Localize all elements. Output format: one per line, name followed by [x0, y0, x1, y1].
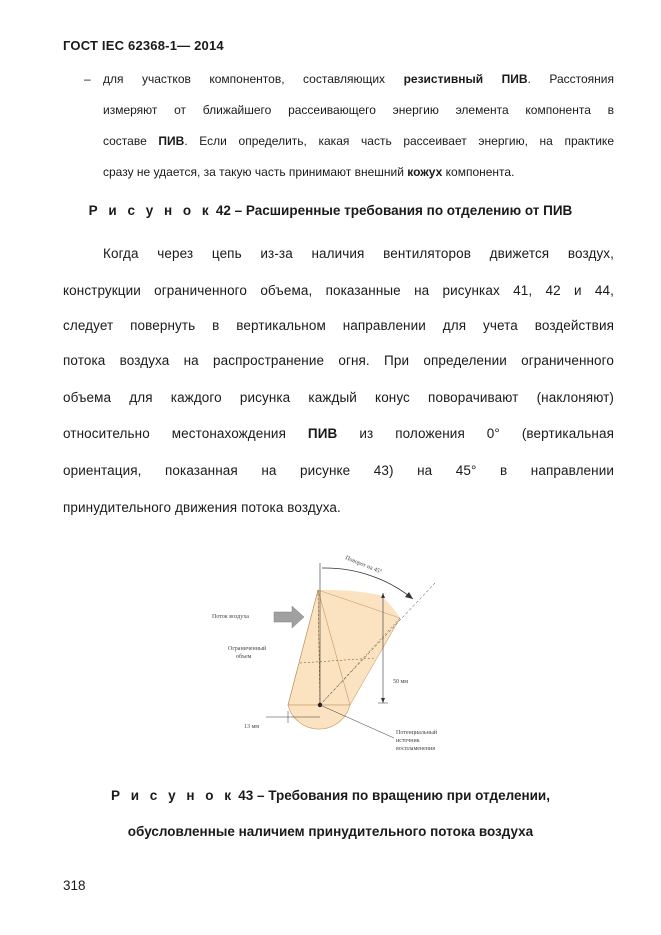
- paragraph-line-5: объема для каждого рисунка каждый конус поворачивают (наклоняют): [63, 390, 614, 405]
- bullet-line-3: составе ПИВ. Если определить, какая часть рассеивает энергию, на практике: [103, 134, 614, 148]
- paragraph-line-3: следует повернуть в вертикальном направлении для учета воздействия: [63, 318, 614, 333]
- bullet-line-1: для участков компонентов, составляющих резистивный ПИВ. Расстояния: [103, 72, 614, 86]
- paragraph-line-8: принудительного движения потока воздуха.: [63, 500, 341, 515]
- rotation-label: Поворот на 45°: [344, 555, 383, 576]
- airflow-arrow: [274, 606, 304, 628]
- dimension-13mm-label: 13 мм: [244, 724, 260, 730]
- paragraph-line-4: потока воздуха на распространение огня. При определении ограниченного: [63, 353, 614, 368]
- bullet-line-2: измеряют от ближайшего рассеивающего энергию элемента компонента в: [103, 103, 614, 117]
- list-dash: –: [84, 72, 91, 86]
- volume-label-2: объем: [236, 654, 252, 660]
- dimension-50mm-label: 50 мм: [393, 679, 409, 685]
- source-label-1: Потенциальный: [396, 730, 438, 736]
- figure-42-caption: Р и с у н о к 42 – Расширенные требования по отделению от ПИВ: [88, 203, 573, 218]
- figure-43-caption-line-2: обусловленные наличием принудительного потока воздуха: [127, 824, 534, 839]
- bullet-line-4: сразу не удается, за такую часть принимают внешний кожух компонента.: [103, 165, 515, 179]
- paragraph-line-7: ориентация, показанная на рисунке 43) на 45° в направлении: [63, 463, 614, 478]
- paragraph-line-1: Когда через цепь из-за наличия вентиляторов движется воздух,: [103, 246, 614, 261]
- paragraph-line-2: конструкции ограниченного объема, показанные на рисунках 41, 42 и 44,: [63, 283, 614, 298]
- source-label-3: воспламенения: [396, 746, 435, 752]
- document-header: ГОСТ IEC 62368-1— 2014: [63, 38, 224, 53]
- page-number: 318: [63, 878, 86, 893]
- figure-43-diagram: [200, 545, 470, 755]
- source-label-2: источник: [396, 738, 420, 744]
- volume-label-1: Ограниченный: [228, 646, 267, 652]
- paragraph-line-6: относительно местонахождения ПИВ из положения 0° (вертикальная: [63, 426, 614, 441]
- airflow-label: Поток воздуха: [212, 614, 249, 620]
- figure-43-caption-line-1: Р и с у н о к 43 – Требования по вращению при отделении,: [111, 788, 550, 803]
